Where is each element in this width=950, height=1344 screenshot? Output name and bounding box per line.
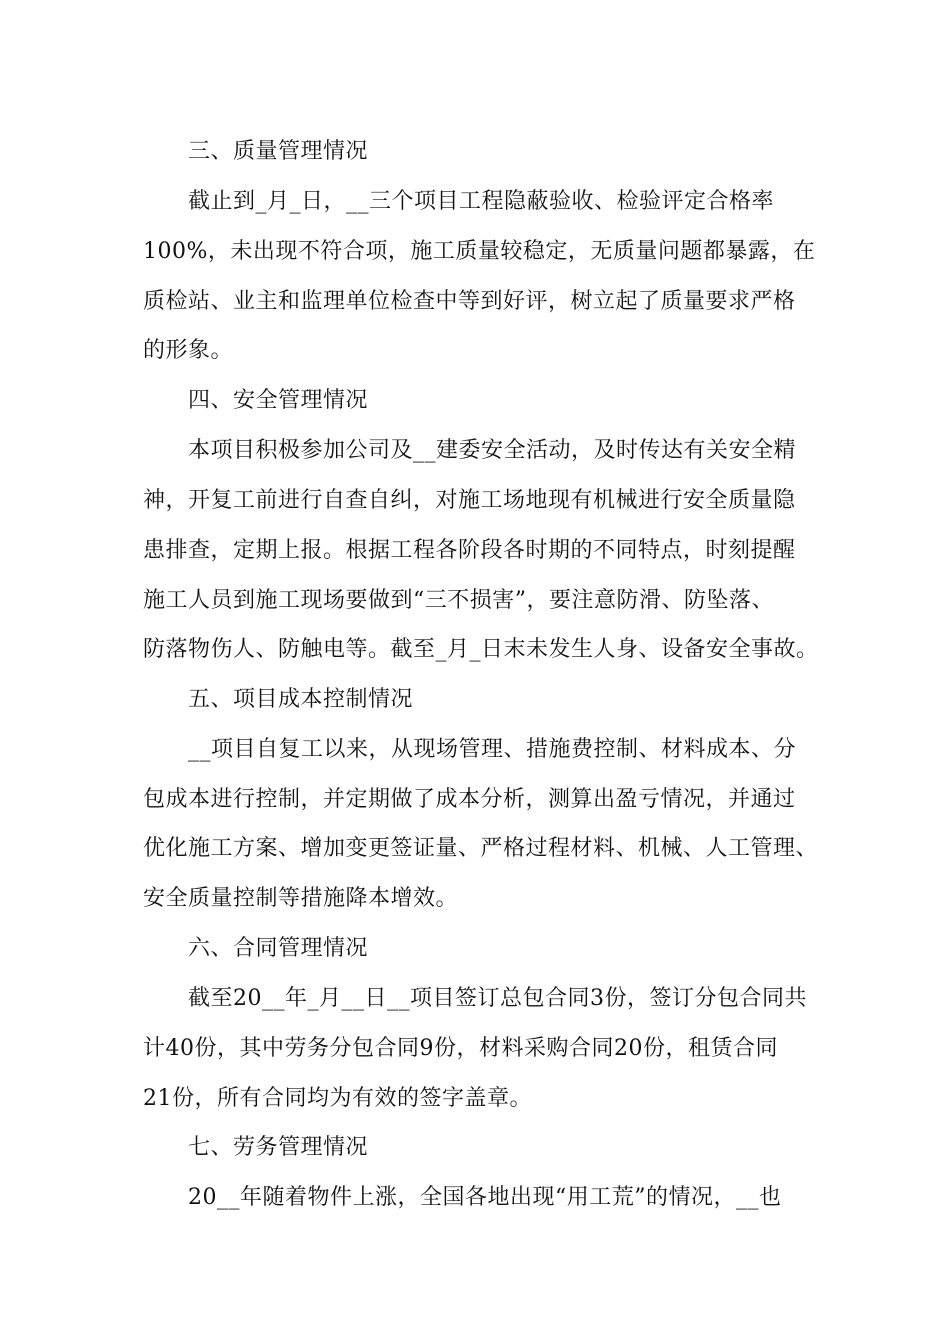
paragraph-line: 防落物伤人、防触电等。截至_月_日末未发生人身、设备安全事故。 <box>143 637 819 662</box>
paragraph-line: 神，开复工前进行自查自纠，对施工场地现有机械进行安全质量隐 <box>143 488 796 513</box>
paragraph-line: 施工人员到施工现场要做到“三不损害”，要注意防滑、防坠落、 <box>143 588 774 613</box>
section-heading-labor: 七、劳务管理情况 <box>188 1135 369 1160</box>
paragraph-line: 优化施工方案、增加变更签证量、严格过程材料、机械、人工管理、 <box>143 836 819 861</box>
section-heading-safety: 四、安全管理情况 <box>188 388 369 413</box>
paragraph-line: 截至20__年_月__日__项目签订总包合同3份，签订分包合同共 <box>188 986 807 1011</box>
section-heading-contract: 六、合同管理情况 <box>188 936 369 961</box>
paragraph-line: 20__年随着物件上涨，全国各地出现“用工荒”的情况，__也 <box>188 1185 782 1210</box>
paragraph-line: 的形象。 <box>143 338 234 363</box>
section-heading-cost: 五、项目成本控制情况 <box>188 687 414 712</box>
paragraph-line: 截止到_月_日，__三个项目工程隐蔽验收、检验评定合格率 <box>188 189 775 214</box>
paragraph-line: 本项目积极参加公司及__建委安全活动，及时传达有关安全精 <box>188 438 797 463</box>
paragraph-line: 21份，所有合同均为有效的签字盖章。 <box>143 1086 532 1111</box>
paragraph-line: 包成本进行控制，并定期做了成本分析，测算出盈亏情况，并通过 <box>143 787 796 812</box>
paragraph-line: 计40份，其中劳务分包合同9份，材料采购合同20份，租赁合同 <box>143 1036 778 1061</box>
paragraph-line: 安全质量控制等措施降本增效。 <box>143 886 459 911</box>
paragraph-line: 患排查，定期上报。根据工程各阶段各时期的不同特点，时刻提醒 <box>143 538 796 563</box>
paragraph-line: 100%，未出现不符合项，施工质量较稳定，无质量问题都暴露，在 <box>143 239 816 264</box>
section-heading-quality: 三、质量管理情况 <box>188 139 369 164</box>
paragraph-line: __项目自复工以来，从现场管理、措施费控制、材料成本、分 <box>188 737 797 762</box>
paragraph-line: 质检站、业主和监理单位检查中等到好评，树立起了质量要求严格 <box>143 289 796 314</box>
